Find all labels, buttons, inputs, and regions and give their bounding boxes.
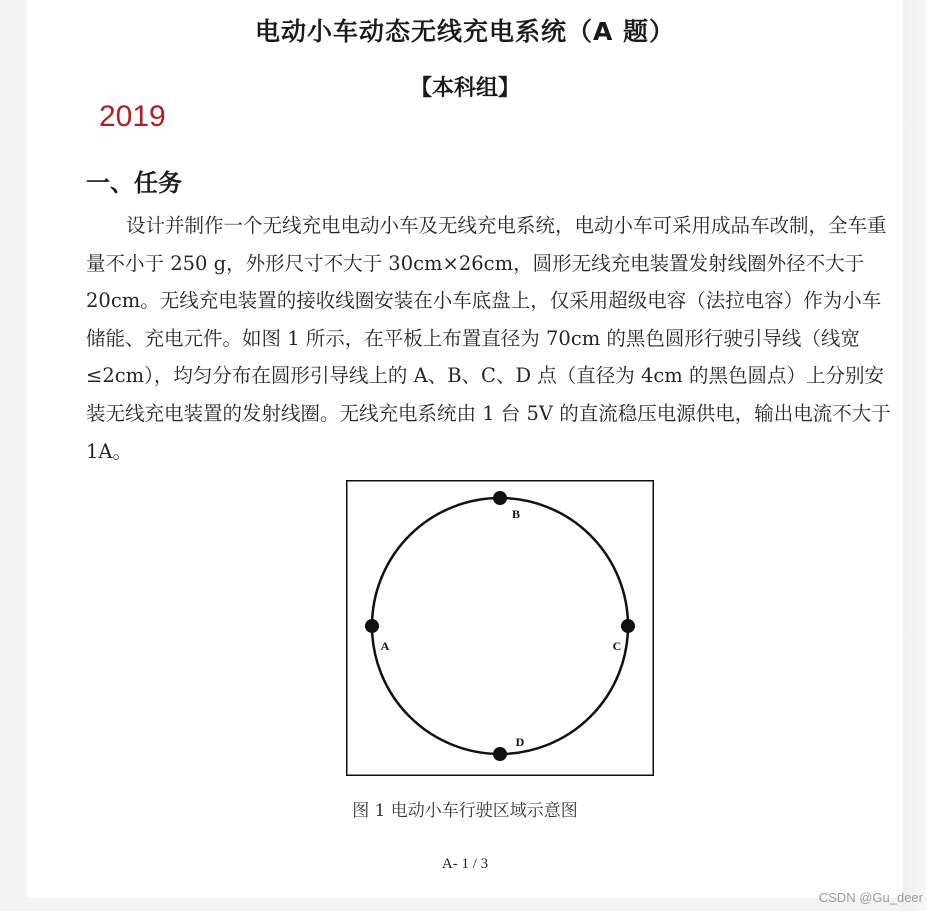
charging-point-c [621,619,635,633]
left-margin-strip [0,0,27,911]
right-margin-strip [903,0,927,911]
document-subtitle: 【本科组】 [409,76,520,101]
csdn-watermark: CSDN @Gu_deer [818,890,923,905]
page-number: A- 1 / 3 [441,856,489,872]
figure-1-track-diagram [346,480,654,776]
point-label-b: B [511,507,521,521]
point-label-a: A [380,639,390,653]
track-diagram-svg [346,480,654,776]
charging-point-d [493,747,507,761]
section-heading: 一、任务 [86,169,182,197]
charging-point-a [365,619,379,633]
guide-circle [372,498,628,754]
charging-point-b [493,491,507,505]
point-label-c: C [612,639,622,653]
point-layer [365,491,635,761]
document-title: 电动小车动态无线充电系统（A 题） [254,17,676,46]
figure-caption: 图 1 电动小车行驶区域示意图 [352,801,578,821]
document-page [27,0,903,898]
body-paragraph: 设计并制作一个无线充电电动小车及无线充电系统，电动小车可采用成品车改制，全车重量不小于 250 g，外形尺寸不大于 30cm×26cm，圆形无线充电装置发射线圈外径不大于 20cm。无线充电装置的接收线圈安装在小车底盘上，仅采用超级电容（法拉电容）作为小车储能、充电元件。如图 1 所示，在平板上布置直径为 70cm 的黑色圆形行驶引导线（线宽≤2cm），均匀分布在圆形引导线上的 A、B、C、D 点（直径为 4cm 的黑色圆点）上分别安装无线充电装置的发射线圈。无线充电系统由 1 台 5V 的直流稳压电源供电，输出电流不大于 1A。 [86,214,891,463]
figure-frame [347,481,654,776]
year-annotation: 2019 [99,100,166,133]
point-label-d: D [515,735,525,749]
